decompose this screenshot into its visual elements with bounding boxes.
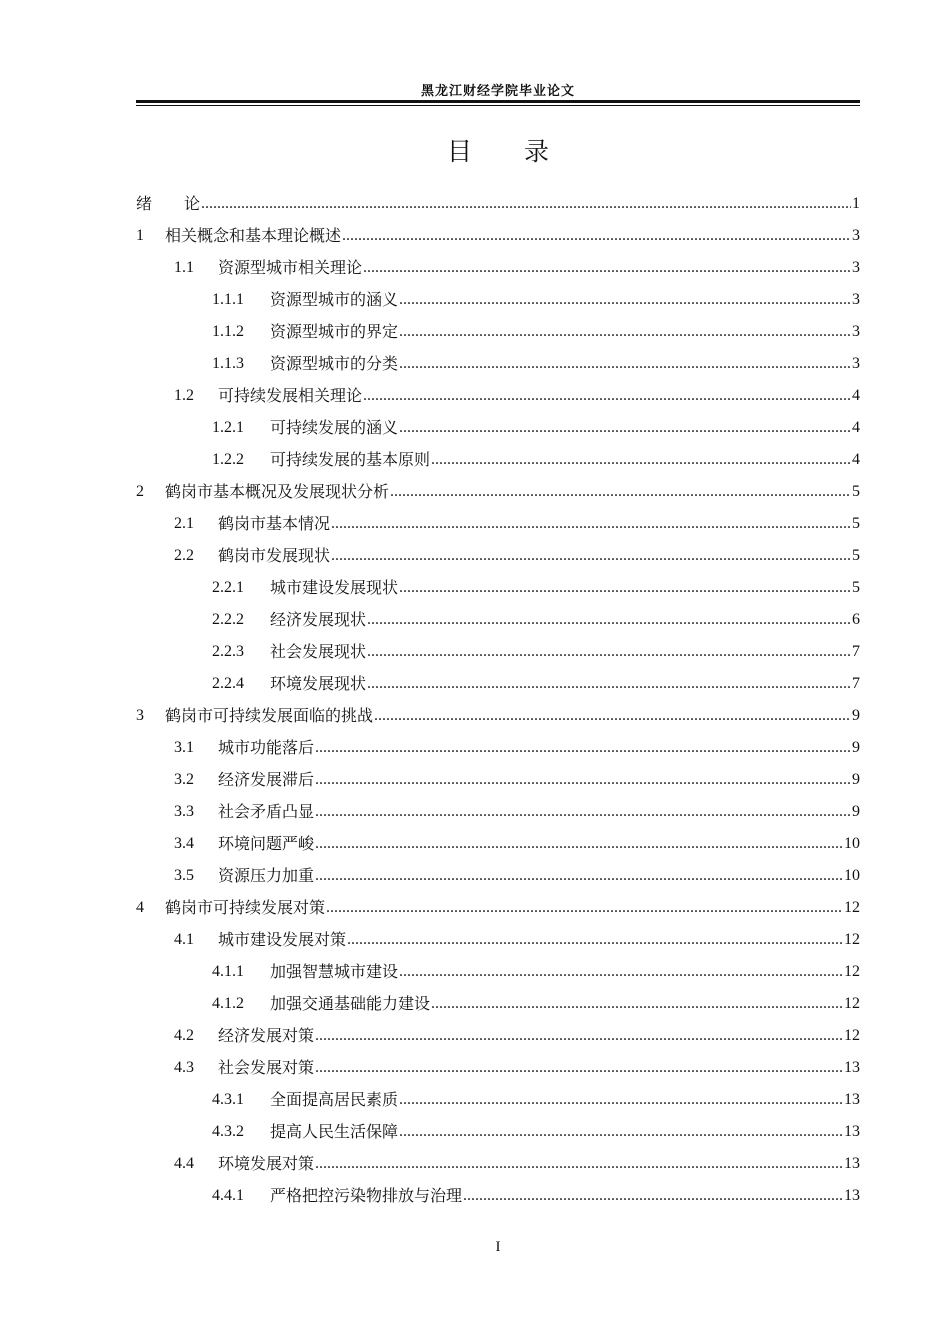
toc-entry-label: 鹤岗市基本概况及发展现状分析 xyxy=(165,482,390,501)
toc-entry-label: 环境发展现状 xyxy=(270,674,367,693)
toc-entry-number: 3.3 xyxy=(174,803,194,820)
toc-entry[interactable] xyxy=(136,732,860,764)
toc-leader-dots xyxy=(399,412,851,444)
toc-entry-label: 可持续发展相关理论 xyxy=(218,386,363,405)
toc-entry-number: 1.1 xyxy=(174,259,194,276)
toc-entry-page: 10 xyxy=(844,867,860,884)
toc-leader-dots xyxy=(315,796,851,828)
toc-entry-label: 城市建设发展现状 xyxy=(270,578,399,597)
header-rule-thin xyxy=(136,105,860,106)
toc-leader-dots xyxy=(315,860,843,892)
toc-leader-dots xyxy=(399,1084,843,1116)
toc-entry-page: 12 xyxy=(844,963,860,980)
toc-entry-number: 4.1.1 xyxy=(212,963,244,980)
toc-entry-page: 12 xyxy=(844,899,860,916)
toc-entry-number: 2.2.2 xyxy=(212,611,244,628)
toc-leader-dots xyxy=(399,572,851,604)
toc-entry[interactable] xyxy=(136,444,860,476)
toc-leader-dots xyxy=(315,732,851,764)
header-rule-thick xyxy=(136,100,860,103)
toc-leader-dots xyxy=(390,476,851,508)
toc-entry[interactable] xyxy=(136,604,860,636)
toc-entry[interactable] xyxy=(136,412,860,444)
toc-entry-page: 9 xyxy=(852,803,860,820)
toc-entry[interactable] xyxy=(136,924,860,956)
toc-entry-number: 4.3 xyxy=(174,1059,194,1076)
toc-entry[interactable] xyxy=(136,572,860,604)
toc-entry-page: 9 xyxy=(852,739,860,756)
toc-entry-number: 2.2.1 xyxy=(212,579,244,596)
toc-entry-number: 3.4 xyxy=(174,835,194,852)
toc-leader-dots xyxy=(363,252,851,284)
toc-entry-page: 13 xyxy=(844,1123,860,1140)
toc-leader-dots xyxy=(431,988,843,1020)
toc-entry[interactable] xyxy=(136,476,860,508)
toc-entry-number: 4.3.2 xyxy=(212,1123,244,1140)
toc-entry-page: 6 xyxy=(852,611,860,628)
toc-leader-dots xyxy=(347,924,843,956)
toc-entry-label: 提高人民生活保障 xyxy=(270,1122,399,1141)
toc-entry[interactable] xyxy=(136,892,860,924)
toc-entry-label: 经济发展滞后 xyxy=(218,770,315,789)
toc-entry-page: 7 xyxy=(852,675,860,692)
toc-entry-page: 13 xyxy=(844,1059,860,1076)
toc-entry-label: 加强智慧城市建设 xyxy=(270,962,399,981)
toc-entry-number: 1.2 xyxy=(174,387,194,404)
toc-entry[interactable] xyxy=(136,1052,860,1084)
toc-entry-page: 12 xyxy=(844,931,860,948)
toc-entry[interactable] xyxy=(136,1020,860,1052)
toc-entry-number: 2.1 xyxy=(174,515,194,532)
toc-leader-dots xyxy=(367,604,851,636)
toc-entry-number: 2.2 xyxy=(174,547,194,564)
toc-entry[interactable] xyxy=(136,636,860,668)
toc-entry-label: 资源型城市的界定 xyxy=(270,322,399,341)
toc-entry-number: 4 xyxy=(136,899,144,916)
toc-leader-dots xyxy=(367,636,851,668)
toc-entry-label: 资源压力加重 xyxy=(218,866,315,885)
toc-leader-dots xyxy=(367,668,851,700)
toc-entry-number: 1.1.3 xyxy=(212,355,244,372)
toc-entry-page: 13 xyxy=(844,1187,860,1204)
toc-list xyxy=(136,188,860,1212)
toc-entry-label: 经济发展现状 xyxy=(270,610,367,629)
toc-leader-dots xyxy=(326,892,843,924)
toc-entry-page: 13 xyxy=(844,1155,860,1172)
toc-entry-label: 鹤岗市基本情况 xyxy=(218,514,331,533)
toc-entry-number: 1.2.2 xyxy=(212,451,244,468)
toc-leader-dots xyxy=(331,508,851,540)
toc-leader-dots xyxy=(201,188,851,220)
toc-entry-page: 5 xyxy=(852,579,860,596)
toc-entry-label: 环境问题严峻 xyxy=(218,834,315,853)
toc-entry[interactable] xyxy=(136,1116,860,1148)
toc-entry-number: 4.1 xyxy=(174,931,194,948)
toc-leader-dots xyxy=(399,1116,843,1148)
toc-entry-page: 5 xyxy=(852,483,860,500)
toc-entry-page: 13 xyxy=(844,1091,860,1108)
toc-entry-label: 资源型城市的分类 xyxy=(270,354,399,373)
toc-entry-number: 4.3.1 xyxy=(212,1091,244,1108)
toc-entry-page: 5 xyxy=(852,515,860,532)
toc-entry[interactable] xyxy=(136,220,860,252)
toc-entry-page: 7 xyxy=(852,643,860,660)
toc-entry-page: 9 xyxy=(852,771,860,788)
toc-entry-label: 严格把控污染物排放与治理 xyxy=(270,1186,463,1205)
toc-leader-dots xyxy=(399,348,851,380)
toc-entry-number: 2.2.3 xyxy=(212,643,244,660)
toc-entry-label: 资源型城市相关理论 xyxy=(218,258,363,277)
toc-entry-number: 4.4.1 xyxy=(212,1187,244,1204)
toc-leader-dots xyxy=(399,284,851,316)
toc-leader-dots xyxy=(431,444,851,476)
toc-entry[interactable] xyxy=(136,956,860,988)
toc-entry-number: 1 xyxy=(136,227,144,244)
toc-entry-label: 鹤岗市发展现状 xyxy=(218,546,331,565)
toc-entry-label: 经济发展对策 xyxy=(218,1026,315,1045)
toc-entry[interactable] xyxy=(136,252,860,284)
toc-title: 目 录 xyxy=(447,137,549,166)
toc-entry-number: 4.4 xyxy=(174,1155,194,1172)
toc-entry-label: 全面提高居民素质 xyxy=(270,1090,399,1109)
toc-entry-page: 4 xyxy=(852,451,860,468)
toc-entry-page: 9 xyxy=(852,707,860,724)
toc-entry-label: 绪 论 xyxy=(136,194,201,213)
toc-entry-label: 相关概念和基本理论概述 xyxy=(165,226,342,245)
toc-entry[interactable] xyxy=(136,540,860,572)
toc-entry[interactable] xyxy=(136,1180,860,1212)
toc-entry-page: 3 xyxy=(852,323,860,340)
toc-entry-number: 4.2 xyxy=(174,1027,194,1044)
toc-leader-dots xyxy=(331,540,851,572)
toc-leader-dots xyxy=(315,1020,843,1052)
toc-entry-number: 2.2.4 xyxy=(212,675,244,692)
toc-entry-number: 3.2 xyxy=(174,771,194,788)
toc-entry-page: 3 xyxy=(852,259,860,276)
toc-leader-dots xyxy=(374,700,851,732)
toc-entry-page: 4 xyxy=(852,419,860,436)
toc-entry-number: 3.5 xyxy=(174,867,194,884)
toc-entry[interactable] xyxy=(136,764,860,796)
toc-leader-dots xyxy=(399,956,843,988)
toc-entry-number: 1.1.2 xyxy=(212,323,244,340)
toc-entry[interactable] xyxy=(136,828,860,860)
toc-entry[interactable] xyxy=(136,508,860,540)
toc-leader-dots xyxy=(342,220,851,252)
toc-leader-dots xyxy=(463,1180,843,1212)
toc-entry-label: 资源型城市的涵义 xyxy=(270,290,399,309)
toc-entry[interactable] xyxy=(136,380,860,412)
toc-entry-number: 3.1 xyxy=(174,739,194,756)
toc-entry[interactable] xyxy=(136,348,860,380)
toc-leader-dots xyxy=(315,828,843,860)
toc-entry-number: 4.1.2 xyxy=(212,995,244,1012)
toc-entry-page: 12 xyxy=(844,995,860,1012)
toc-entry[interactable] xyxy=(136,1148,860,1180)
toc-entry-page: 3 xyxy=(852,227,860,244)
toc-entry[interactable] xyxy=(136,860,860,892)
toc-entry-label: 社会发展现状 xyxy=(270,642,367,661)
toc-entry-number: 1.1.1 xyxy=(212,291,244,308)
footer-page-number: I xyxy=(495,1239,501,1255)
toc-entry[interactable] xyxy=(136,316,860,348)
toc-entry-label: 社会发展对策 xyxy=(218,1058,315,1077)
toc-entry-page: 5 xyxy=(852,547,860,564)
toc-entry[interactable] xyxy=(136,188,860,220)
running-header-title: 黑龙江财经学院毕业论文 xyxy=(420,84,575,99)
toc-entry-page: 12 xyxy=(844,1027,860,1044)
toc-entry-label: 可持续发展的基本原则 xyxy=(270,450,431,469)
toc-entry-label: 环境发展对策 xyxy=(218,1154,315,1173)
toc-entry-page: 3 xyxy=(852,291,860,308)
toc-entry-label: 鹤岗市可持续发展对策 xyxy=(165,898,326,917)
toc-entry-label: 可持续发展的涵义 xyxy=(270,418,399,437)
toc-entry-page: 4 xyxy=(852,387,860,404)
toc-leader-dots xyxy=(315,764,851,796)
toc-leader-dots xyxy=(315,1148,843,1180)
toc-entry-label: 社会矛盾凸显 xyxy=(218,802,315,821)
toc-entry[interactable] xyxy=(136,796,860,828)
toc-entry-label: 加强交通基础能力建设 xyxy=(270,994,431,1013)
toc-entry-number: 3 xyxy=(136,707,144,724)
toc-entry[interactable] xyxy=(136,284,860,316)
toc-entry[interactable] xyxy=(136,988,860,1020)
toc-entry-page: 3 xyxy=(852,355,860,372)
toc-leader-dots xyxy=(315,1052,843,1084)
toc-entry[interactable] xyxy=(136,700,860,732)
toc-entry-label: 城市建设发展对策 xyxy=(218,930,347,949)
toc-leader-dots xyxy=(399,316,851,348)
toc-entry-number: 1.2.1 xyxy=(212,419,244,436)
toc-entry-page: 1 xyxy=(852,195,860,212)
toc-entry-page: 10 xyxy=(844,835,860,852)
toc-entry-number: 2 xyxy=(136,483,144,500)
toc-entry[interactable] xyxy=(136,1084,860,1116)
toc-leader-dots xyxy=(363,380,851,412)
toc-entry-label: 城市功能落后 xyxy=(218,738,315,757)
toc-entry[interactable] xyxy=(136,668,860,700)
toc-entry-label: 鹤岗市可持续发展面临的挑战 xyxy=(165,706,374,725)
